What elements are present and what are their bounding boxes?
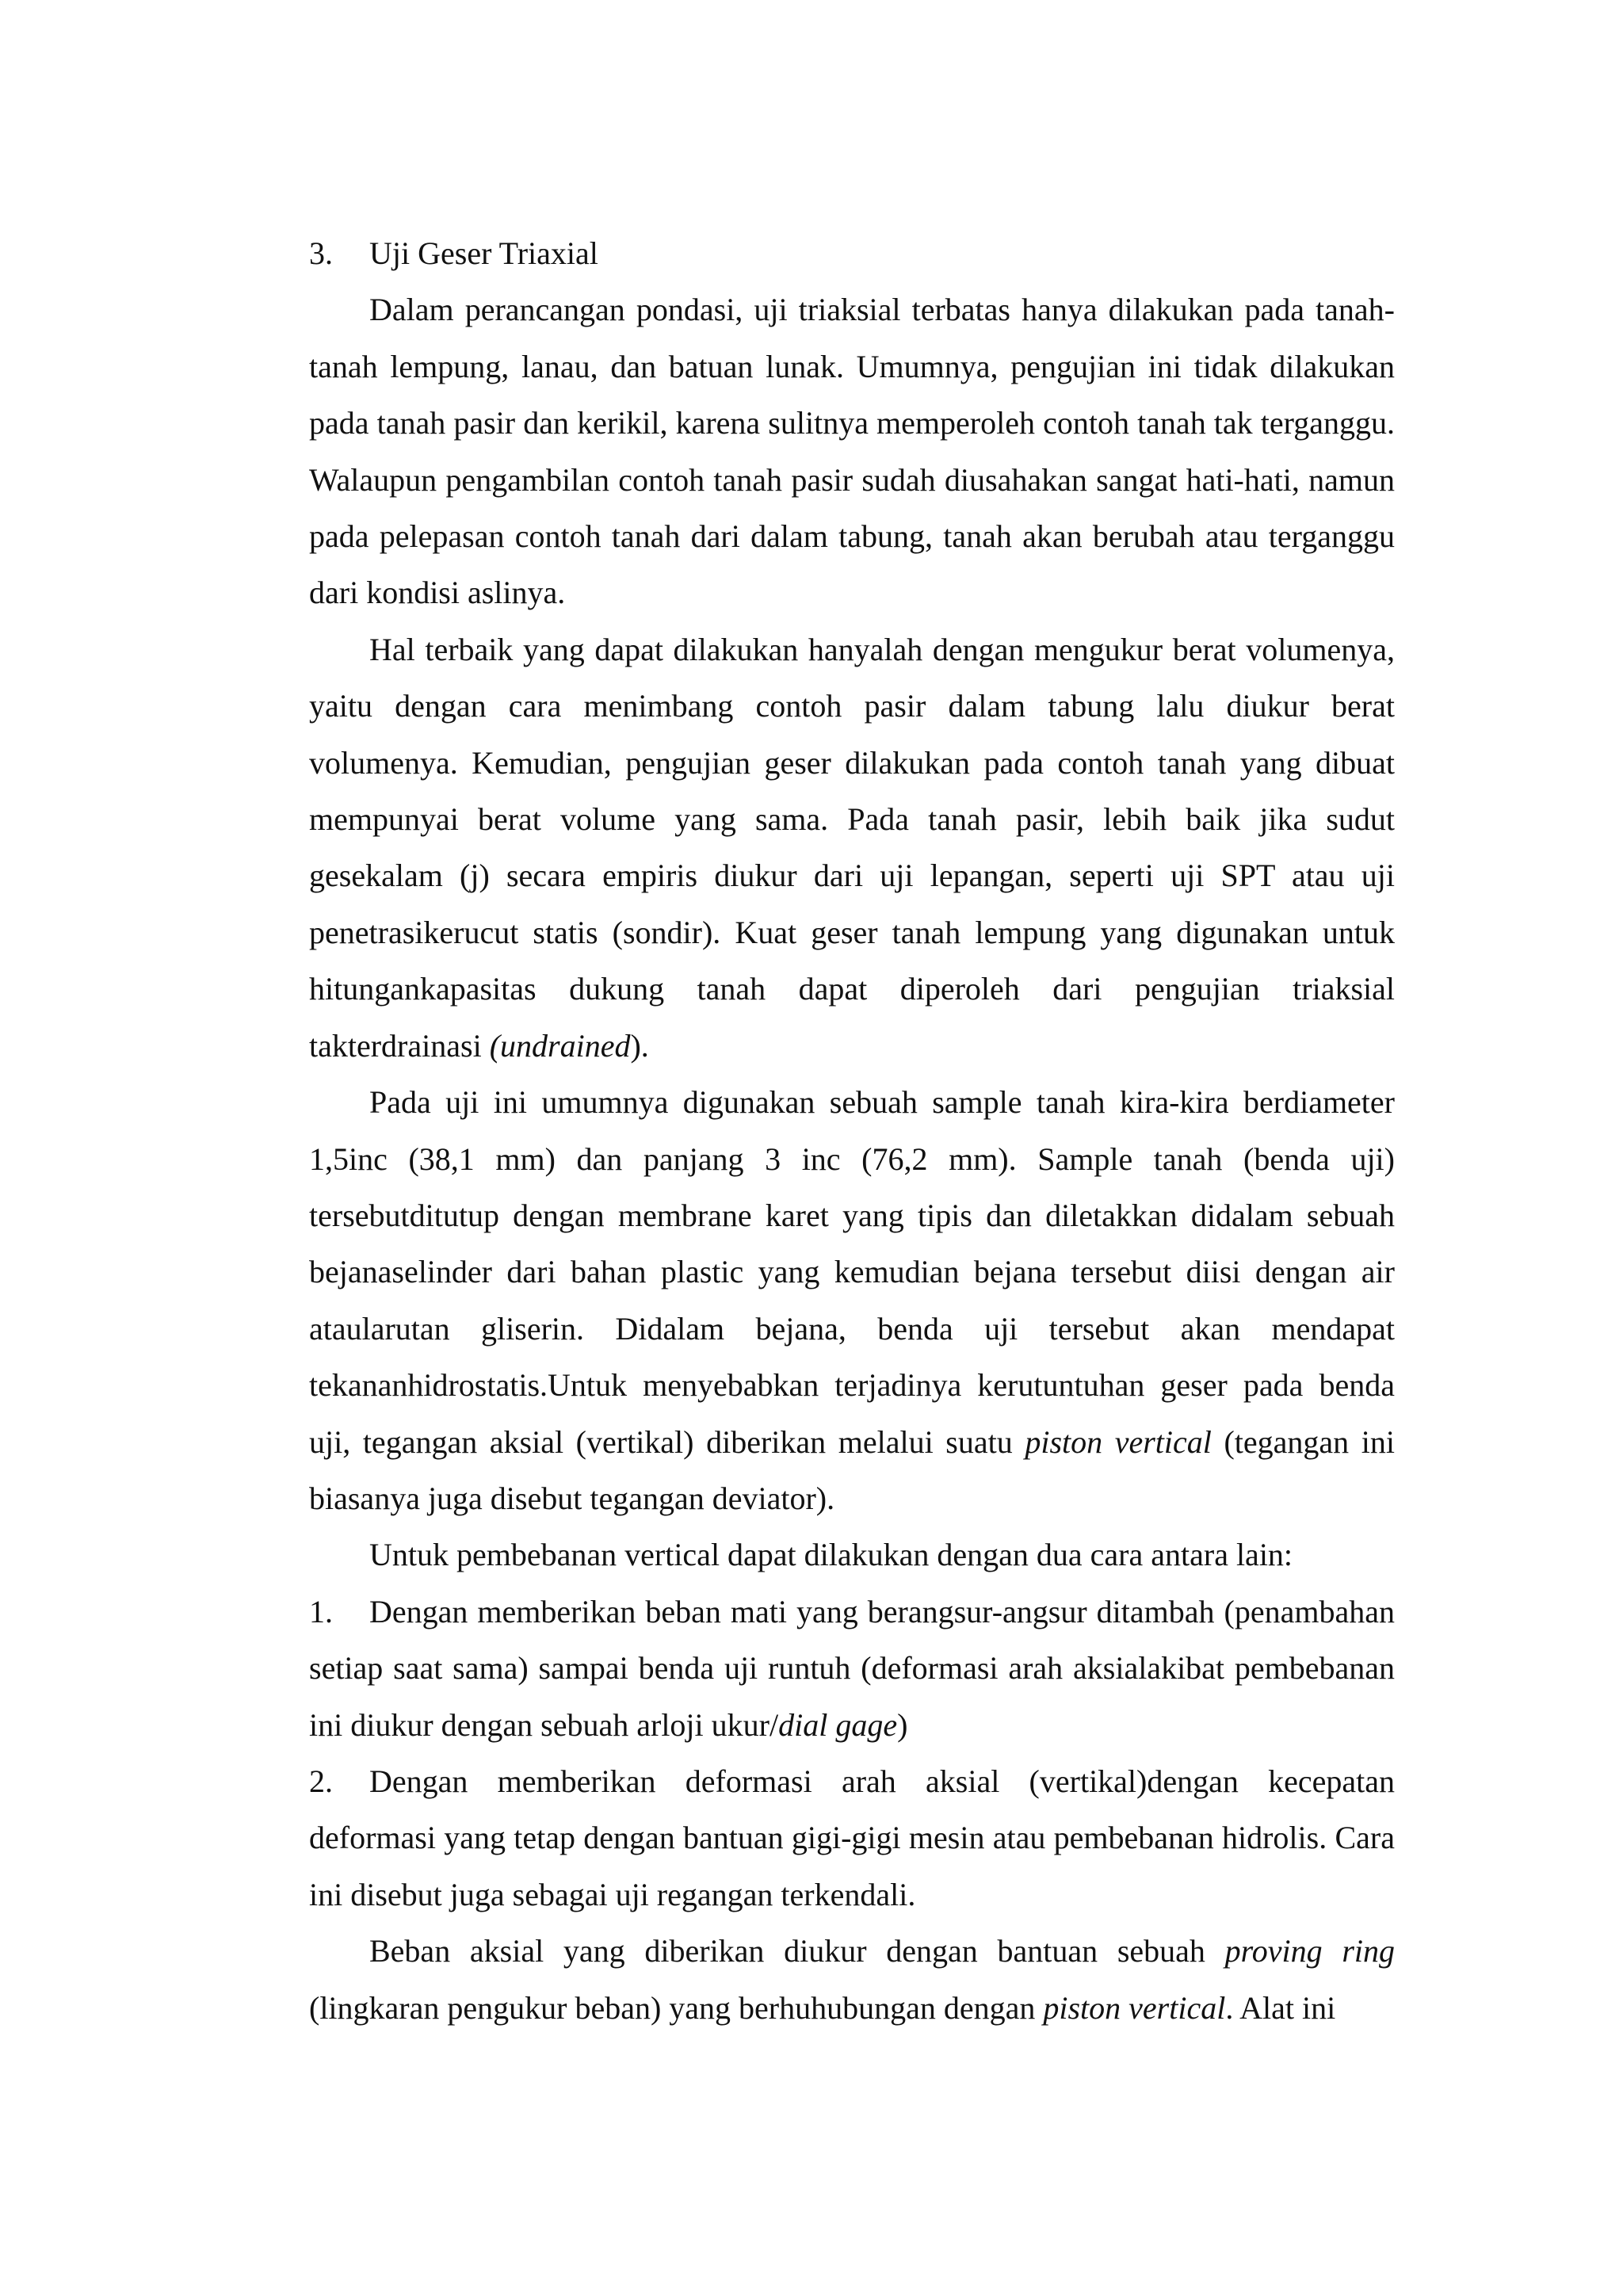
paragraph-3-end: (tegangan ini biasanya juga disebut tegangan deviator). [309,1423,1395,1516]
list-item-2-number: 2. [309,1763,333,1799]
paragraph-3-italic-term: piston vertical [1025,1423,1212,1460]
list-item-2-text: Dengan memberikan deformasi arah aksial (vertikal)dengan kecepatan deformasi yang tetap dengan bantuan gigi-gigi mesin atau pembebanan hidrolis. Cara ini disebut juga sebagai uji regangan terkendali. [309,1763,1395,1912]
list-item-1-italic-term: dial gage [778,1706,898,1743]
paragraph-5-italic-term-2: piston vertical [1043,1989,1226,2026]
list-item-1-text: Dengan memberikan beban mati yang berangsur-angsur ditambah (penambahan setiap saat sama) sampai benda uji runtuh (deformasi arah aksialakibat pembebanan ini diukur dengan sebuah arloji ukur/ [309,1593,1395,1743]
paragraph-4 [309,1526,1395,1583]
paragraph-2-text: Hal terbaik yang dapat dilakukan hanyalah dengan mengukur berat volumenya, yaitu dengan cara menimbang contoh pasir dalam tabung lalu diukur berat volumenya. Kemudian, pengujian geser dilakukan pada contoh tanah yang dibuat mempunyai berat volume yang sama. Pada tanah pasir, lebih baik jika sudut gesekalam (j) secara empiris diukur dari uji lepangan, seperti uji SPT atau uji penetrasikerucut statis (sondir). Kuat geser tanah lempung yang digunakan untuk hitungankapasitas dukung tanah dapat diperoleh dari pengujian triaksial takterdrainasi [309,631,1395,1064]
paragraph-3 [309,1074,1395,1526]
list-item-1-end: ) [897,1706,908,1743]
paragraph-5-middle: (lingkaran pengukur beban) yang berhuhubungan dengan [309,1989,1044,2026]
paragraph-3-text: Pada uji ini umumnya digunakan sebuah sample tanah kira-kira berdiameter 1,5inc (38,1 mm) dan panjang 3 inc (76,2 mm). Sample tanah (benda uji) tersebutditutup dengan membrane karet yang tipis dan diletakkan didalam sebuah bejanaselinder dari bahan plastic yang kemudian bejana tersebut diisi dengan air ataularutan gliserin. Didalam bejana, benda uji tersebut akan mendapat tekananhidrostatis.Untuk menyebabkan terjadinya kerutuntuhan geser pada benda uji, tegangan aksial (vertikal) diberikan melalui suatu [309,1084,1395,1460]
section-title: Uji Geser Triaxial [369,235,598,271]
list-item-1 [309,1584,1395,1753]
paragraph-4-text: Untuk pembebanan vertical dapat dilakukan dengan dua cara antara lain: [369,1537,1293,1573]
paragraph-2-end: ). [630,1027,649,1064]
paragraph-5-text: Beban aksial yang diberikan diukur dengan bantuan sebuah [369,1933,1225,1969]
paragraph-5-italic-term-1: proving ring [1224,1933,1395,1969]
document-body [309,225,1395,2036]
paragraph-5 [309,1923,1395,2036]
section-heading [309,225,1395,281]
paragraph-2 [309,621,1395,1074]
paragraph-1 [309,281,1395,621]
list-item-1-number: 1. [309,1593,333,1629]
paragraph-5-end: . Alat ini [1225,1989,1336,2026]
paragraph-1-text: Dalam perancangan pondasi, uji triaksial terbatas hanya dilakukan pada tanah-tanah lempung, lanau, dan batuan lunak. Umumnya, pengujian ini tidak dilakukan pada tanah pasir dan kerikil, karena sulitnya memperoleh contoh tanah tak terganggu. Walaupun pengambilan contoh tanah pasir sudah diusahakan sangat hati-hati, namun pada pelepasan contoh tanah dari dalam tabung, tanah akan berubah atau terganggu dari kondisi aslinya. [309,292,1395,611]
paragraph-2-italic-term: (undrained [489,1027,631,1064]
section-number: 3. [309,235,333,271]
list-item-2 [309,1753,1395,1923]
